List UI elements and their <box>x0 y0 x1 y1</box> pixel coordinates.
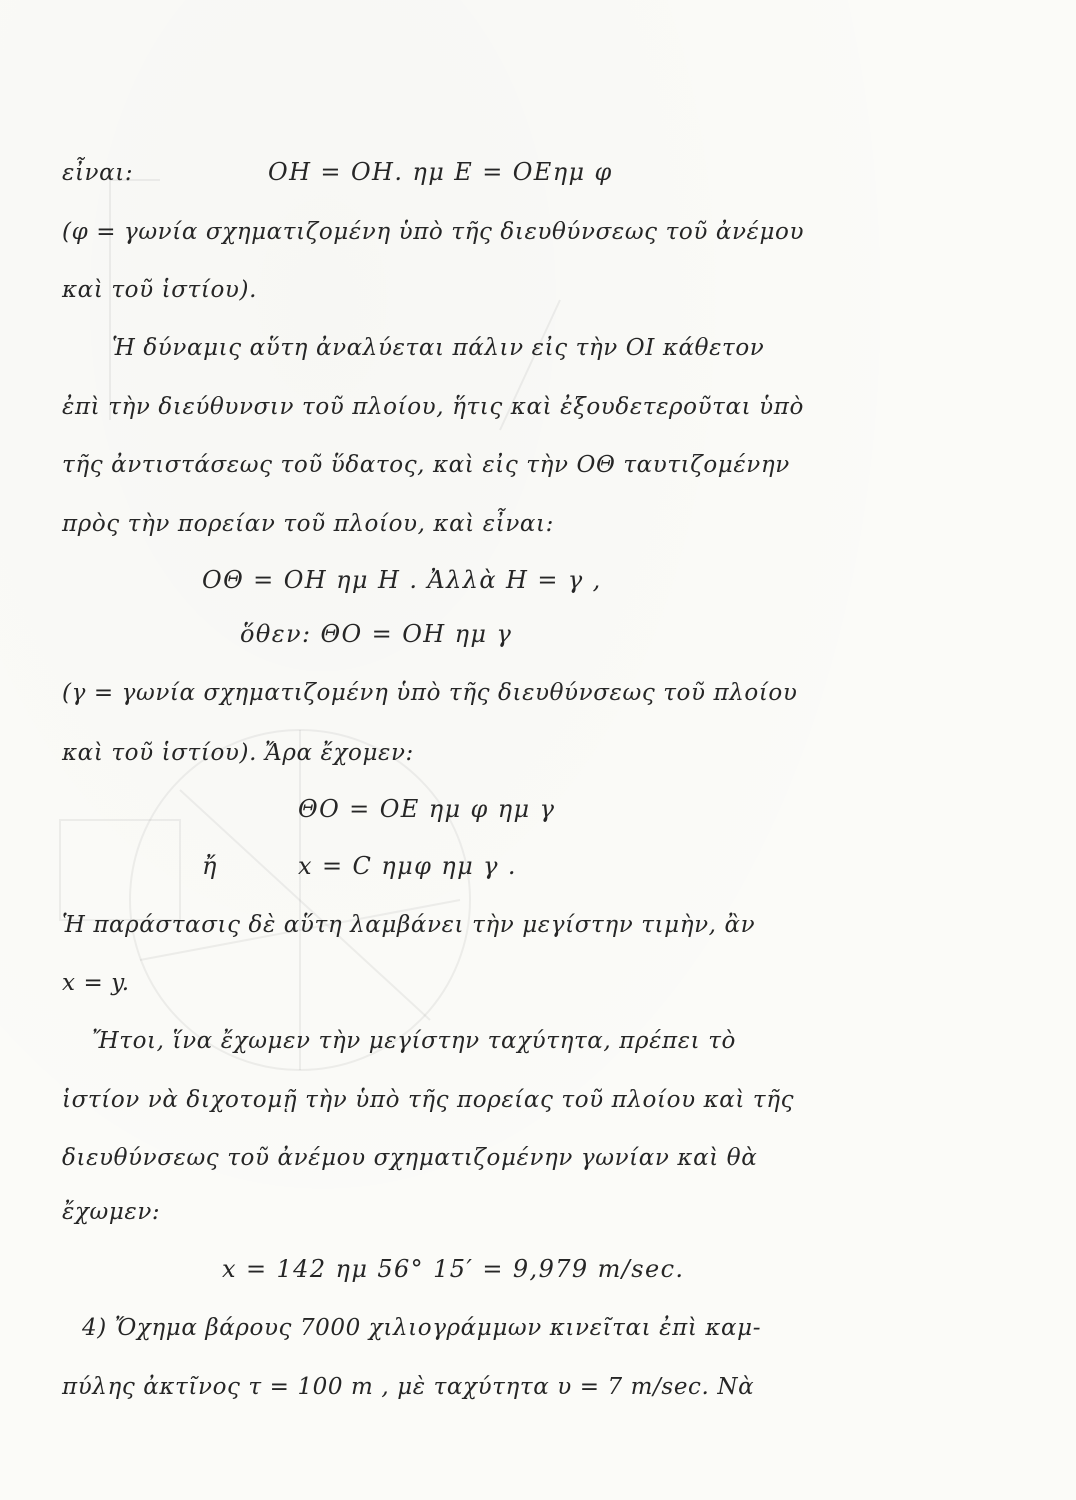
text-line: ἱστίον νὰ διχοτομῇ τὴν ὑπὸ τῆς πορείας τοῦ πλοίου καὶ τῆς <box>62 1087 795 1113</box>
formula-line: ὅθεν: ΘΟ = ΟΗ ημ γ <box>240 620 513 648</box>
text-line: τῆς ἀντιστάσεως τοῦ ὕδατος, καὶ εἰς τὴν ΟΘ ταυτιζομένην <box>62 452 790 478</box>
formula-line: ΟΗ = ΟΗ. ημ Ε = ΟΕημ φ <box>268 158 613 186</box>
text-line: x = y. <box>62 970 130 996</box>
text-line: πύλης ἀκτῖνος τ = 100 m , μὲ ταχύτητα υ = 7 m/sec. Νὰ <box>62 1374 755 1400</box>
formula-line: ΘΟ = ΟΕ ημ φ ημ γ <box>298 795 556 823</box>
text-line: Ἡ παράστασις δὲ αὕτη λαμβάνει τὴν μεγίστην τιμὴν, ἂν <box>62 912 756 938</box>
text-line: (φ = γωνία σχηματιζομένη ὑπὸ τῆς διευθύνσεως τοῦ ἀνέμου <box>62 219 805 245</box>
text-line: ἔχωμεν: <box>62 1199 161 1225</box>
text-line: 4) Ὄχημα βάρους 7000 χιλιογράμμων κινεῖται ἐπὶ καμ- <box>82 1315 762 1341</box>
text-line: διευθύνσεως τοῦ ἀνέμου σχηματιζομένην γωνίαν καὶ θὰ <box>62 1145 758 1171</box>
text-line: εἶναι: <box>62 160 134 186</box>
text-line: (γ = γωνία σχηματιζομένη ὑπὸ τῆς διευθύνσεως τοῦ πλοίου <box>62 680 798 706</box>
text-line: πρὸς τὴν πορείαν τοῦ πλοίου, καὶ εἶναι: <box>62 511 555 537</box>
text-line: καὶ τοῦ ἱστίου). <box>62 277 257 303</box>
formula-line: ἤ <box>202 852 218 880</box>
formula-line: x = C ημφ ημ γ . <box>298 852 517 880</box>
formula-line: ΟΘ = ΟΗ ημ Η . Ἀλλὰ Η = γ , <box>202 566 602 594</box>
text-line: Ἡ δύναμις αὕτη ἀναλύεται πάλιν εἰς τὴν ΟΙ κάθετον <box>112 335 765 361</box>
text-line: ἐπὶ τὴν διεύθυνσιν τοῦ πλοίου, ἥτις καὶ ἐξουδετεροῦται ὑπὸ <box>62 394 804 420</box>
text-line: καὶ τοῦ ἱστίου). Ἄρα ἔχομεν: <box>62 740 414 766</box>
formula-line: x = 142 ημ 56° 15′ = 9,979 m/sec. <box>222 1255 685 1283</box>
text-line: Ἤτοι, ἵνα ἔχωμεν τὴν μεγίστην ταχύτητα, πρέπει τὸ <box>92 1028 736 1054</box>
